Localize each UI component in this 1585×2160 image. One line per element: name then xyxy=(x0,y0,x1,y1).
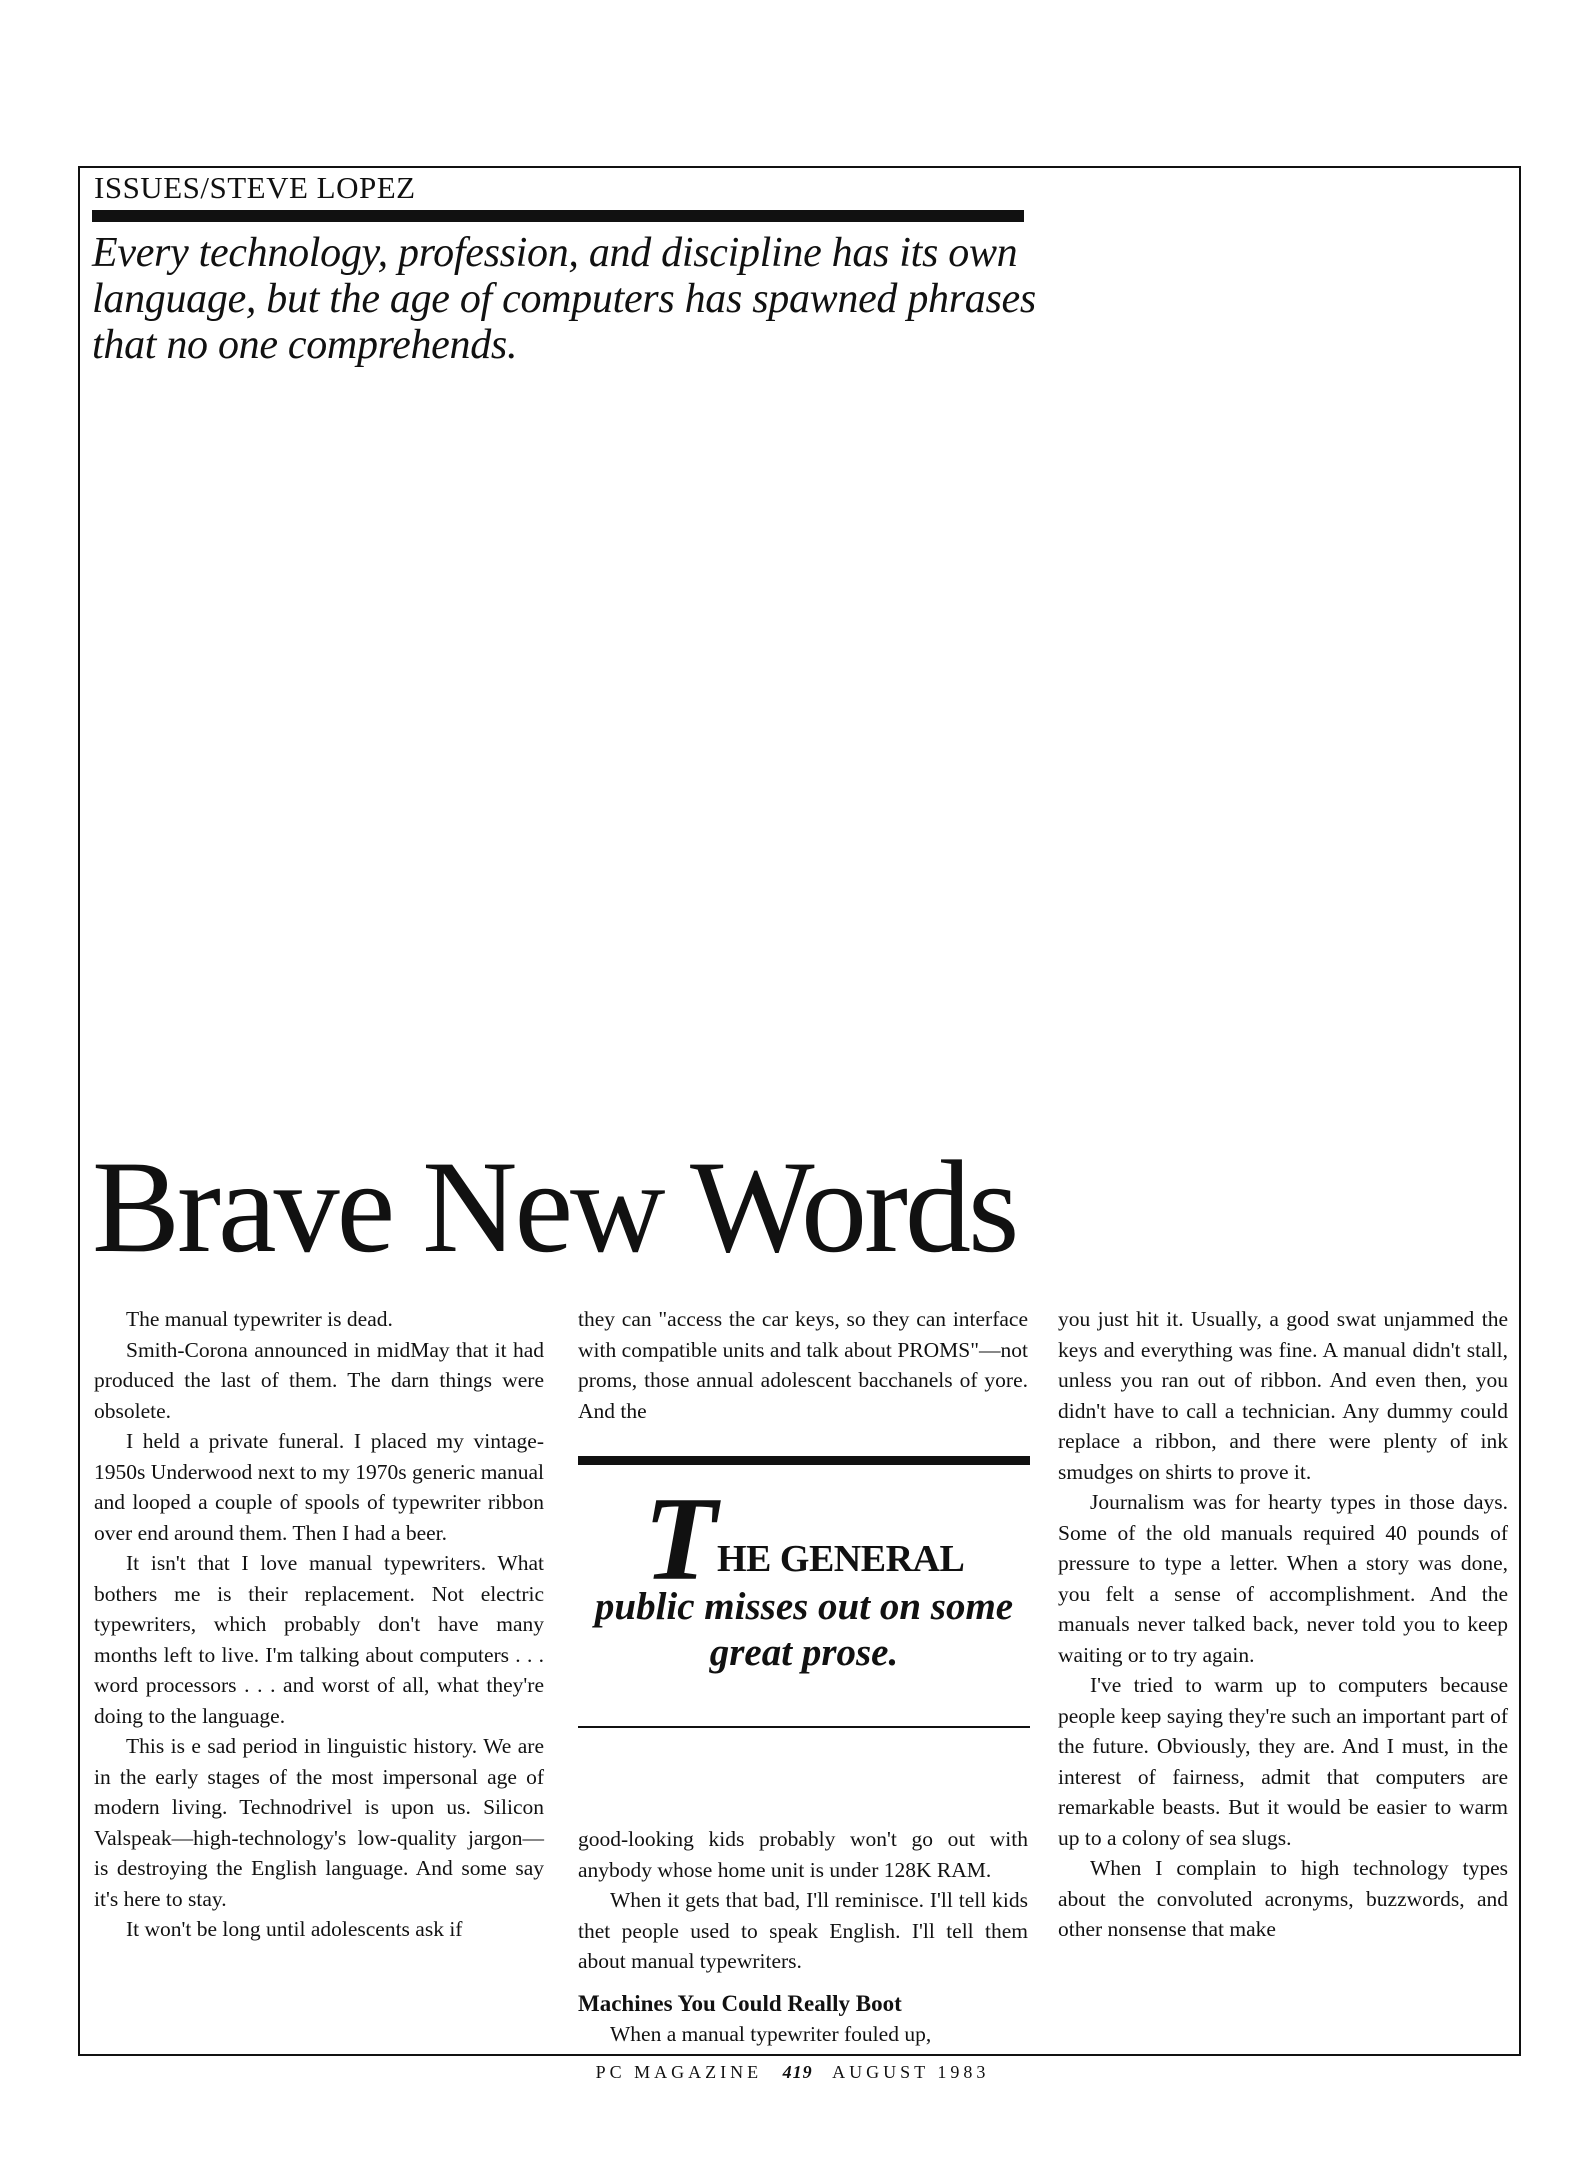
subhead: Machines You Could Really Boot xyxy=(578,1990,902,2016)
section-kicker: ISSUES/STEVE LOPEZ xyxy=(94,170,416,205)
column-2-bottom xyxy=(578,1824,1028,2050)
page-footer xyxy=(0,2062,1585,2083)
pullquote xyxy=(578,1472,1030,1676)
column-2-top xyxy=(578,1304,1028,1426)
footer-page-number: 419 xyxy=(782,2062,813,2082)
paragraph: good-looking kids probably won't go out with anybody whose home unit is under 128K RAM. xyxy=(578,1827,1028,1882)
footer-magazine: PC MAGAZINE xyxy=(595,2062,763,2082)
paragraph: you just hit it. Usually, a good swat unjammed the keys and everything was fine. A manual didn't stall, unless you ran out of ribbon. And even then, you didn't have to call a technician. Any dummy could replace a ribbon, and there were plenty of ink smudges on shirts to prove it. xyxy=(1058,1307,1508,1484)
paragraph: Journalism was for hearty types in those days. Some of the old manuals required 40 pounds of pressure to type a letter. When a story was done, you felt a sense of accomplishment. And the manuals never talked back, never told you to keep waiting or to try again. xyxy=(1058,1490,1508,1667)
column-1 xyxy=(94,1304,544,1945)
pullquote-bottom-rule xyxy=(578,1726,1030,1728)
paragraph: When I complain to high technology types about the convoluted acronyms, buzzwords, and other nonsense that make xyxy=(1058,1856,1508,1941)
paragraph: I've tried to warm up to computers because people keep saying they're such an important part of the future. Obviously, they are. And I must, in the interest of fairness, admit that computers are remarkable beasts. But it would be easier to warm up to a colony of sea slugs. xyxy=(1058,1673,1508,1850)
paragraph: It won't be long until adolescents ask if xyxy=(126,1917,463,1941)
paragraph: When it gets that bad, I'll reminisce. I'll tell kids thet people used to speak English. I'll tell them about manual typewriters. xyxy=(578,1888,1028,1973)
pullquote-top-rule xyxy=(578,1456,1030,1465)
pullquote-text: public misses out on some great prose. xyxy=(594,1585,1014,1674)
pullquote-lead: HE GENERAL xyxy=(716,1538,965,1580)
article-deck: Every technology, profession, and discipline has its own language, but the age of computers has spawned phrases that no one comprehends. xyxy=(92,230,1036,368)
paragraph: This is e sad period in linguistic history. We are in the early stages of the most impersonal age of modern living. Technodrivel is upon us. Silicon Valspeak—high-technology's low-quality jargon—is destroying the English language. And some say it's here to stay. xyxy=(94,1734,544,1911)
paragraph: they can "access the car keys, so they can interface with compatible units and talk about PROMS"—not proms, those annual adolescent bacchanels of yore. And the xyxy=(578,1307,1028,1423)
kicker-rule xyxy=(92,210,1024,222)
paragraph: Smith-Corona announced in midMay that it had produced the last of them. The darn things were obsolete. xyxy=(94,1337,544,1423)
paragraph: The manual typewriter is dead. xyxy=(126,1307,393,1331)
article-headline: Brave New Words xyxy=(92,1133,1017,1280)
paragraph: It isn't that I love manual typewriters. What bothers me is their replacement. Not electric typewriters, which probably don't have many months left to live. I'm talking about computers . . . word processors . . . and worst of all, what they're doing to the language. xyxy=(94,1551,544,1728)
paragraph: When a manual typewriter fouled up, xyxy=(610,2022,932,2046)
pullquote-dropcap: T xyxy=(643,1472,717,1605)
column-3 xyxy=(1058,1304,1508,1945)
paragraph: I held a private funeral. I placed my vintage-1950s Underwood next to my 1970s generic manual and looped a couple of spools of typewriter ribbon over end around them. Then I had a beer. xyxy=(94,1429,544,1545)
footer-date: AUGUST 1983 xyxy=(832,2062,990,2082)
